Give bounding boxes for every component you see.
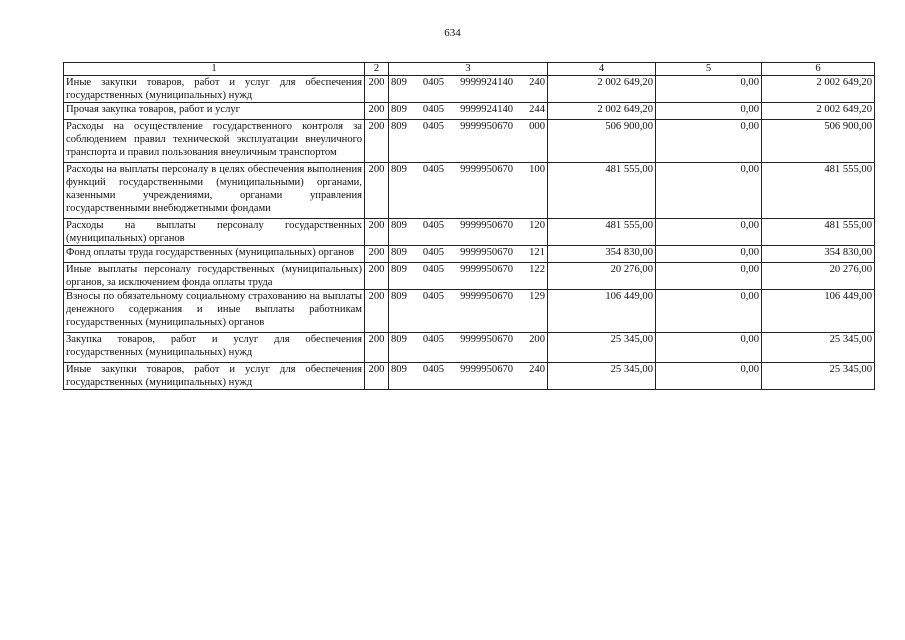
row-col-2: 200 bbox=[365, 363, 389, 390]
row-col-2: 200 bbox=[365, 263, 389, 290]
row-expense-type: 000 bbox=[529, 121, 545, 132]
row-col-2: 200 bbox=[365, 246, 389, 263]
row-col-5: 0,00 bbox=[656, 163, 762, 219]
row-col-4: 481 555,00 bbox=[548, 163, 656, 219]
row-classification bbox=[389, 120, 548, 163]
row-name: Расходы на выплаты персоналу в целях обеспечения выполнения функций государственными (муниципальными) органами, казенными учреждениями, органами управления государственными внебюджетными фондами bbox=[64, 163, 365, 219]
table-row bbox=[64, 263, 875, 290]
row-col-5: 0,00 bbox=[656, 263, 762, 290]
row-subsection: 0405 bbox=[422, 164, 445, 175]
row-target: 9999950670 bbox=[460, 164, 514, 175]
row-name: Закупка товаров, работ и услуг для обеспечения государственных (муниципальных) нужд bbox=[64, 333, 365, 363]
row-section: 809 bbox=[391, 121, 407, 132]
table-row bbox=[64, 246, 875, 263]
row-classification bbox=[389, 76, 548, 103]
table-header bbox=[64, 63, 875, 76]
row-col-4: 481 555,00 bbox=[548, 219, 656, 246]
row-col-6: 481 555,00 bbox=[762, 219, 875, 246]
row-col-6: 2 002 649,20 bbox=[762, 76, 875, 103]
row-col-5: 0,00 bbox=[656, 76, 762, 103]
row-col-5: 0,00 bbox=[656, 363, 762, 390]
row-col-2: 200 bbox=[365, 290, 389, 333]
row-target: 9999950670 bbox=[460, 291, 514, 302]
row-expense-type: 122 bbox=[529, 264, 545, 275]
header-row bbox=[64, 63, 875, 76]
header-col-1: 1 bbox=[64, 63, 365, 76]
row-target: 9999950670 bbox=[460, 264, 514, 275]
row-col-5: 0,00 bbox=[656, 290, 762, 333]
table-row bbox=[64, 120, 875, 163]
row-section: 809 bbox=[391, 77, 407, 88]
row-col-4: 25 345,00 bbox=[548, 363, 656, 390]
row-section: 809 bbox=[391, 247, 407, 258]
row-subsection: 0405 bbox=[422, 264, 445, 275]
row-classification bbox=[389, 263, 548, 290]
row-col-5: 0,00 bbox=[656, 219, 762, 246]
row-col-2: 200 bbox=[365, 219, 389, 246]
row-classification bbox=[389, 219, 548, 246]
row-col-6: 25 345,00 bbox=[762, 333, 875, 363]
row-subsection: 0405 bbox=[422, 104, 445, 115]
row-subsection: 0405 bbox=[422, 291, 445, 302]
table-row bbox=[64, 363, 875, 390]
row-expense-type: 129 bbox=[529, 291, 545, 302]
row-target: 9999950670 bbox=[460, 334, 514, 345]
row-col-4: 25 345,00 bbox=[548, 333, 656, 363]
header-col-5: 5 bbox=[656, 63, 762, 76]
row-col-2: 200 bbox=[365, 103, 389, 120]
row-name: Расходы на выплаты персоналу государственных (муниципальных) органов bbox=[64, 219, 365, 246]
row-name: Взносы по обязательному социальному страхованию на выплаты денежного содержания и иные выплаты работникам государственных (муниципальных) органов bbox=[64, 290, 365, 333]
row-col-6: 506 900,00 bbox=[762, 120, 875, 163]
header-col-2: 2 bbox=[365, 63, 389, 76]
row-target: 9999950670 bbox=[460, 247, 514, 258]
row-subsection: 0405 bbox=[422, 364, 445, 375]
row-expense-type: 120 bbox=[529, 220, 545, 231]
row-name: Фонд оплаты труда государственных (муниципальных) органов bbox=[64, 246, 365, 263]
row-col-6: 106 449,00 bbox=[762, 290, 875, 333]
row-col-5: 0,00 bbox=[656, 333, 762, 363]
row-target: 9999950670 bbox=[460, 121, 514, 132]
row-col-4: 506 900,00 bbox=[548, 120, 656, 163]
table-body bbox=[64, 76, 875, 390]
row-name: Иные выплаты персоналу государственных (муниципальных) органов, за исключением фонда оплаты труда bbox=[64, 263, 365, 290]
row-col-5: 0,00 bbox=[656, 103, 762, 120]
row-col-6: 25 345,00 bbox=[762, 363, 875, 390]
row-col-6: 481 555,00 bbox=[762, 163, 875, 219]
row-expense-type: 240 bbox=[529, 364, 545, 375]
row-subsection: 0405 bbox=[422, 247, 445, 258]
row-expense-type: 244 bbox=[529, 104, 545, 115]
header-col-6: 6 bbox=[762, 63, 875, 76]
row-col-5: 0,00 bbox=[656, 246, 762, 263]
row-section: 809 bbox=[391, 334, 407, 345]
header-col-4: 4 bbox=[548, 63, 656, 76]
row-subsection: 0405 bbox=[422, 77, 445, 88]
row-section: 809 bbox=[391, 264, 407, 275]
row-col-2: 200 bbox=[365, 333, 389, 363]
row-classification bbox=[389, 163, 548, 219]
row-expense-type: 240 bbox=[529, 77, 545, 88]
row-section: 809 bbox=[391, 291, 407, 302]
row-expense-type: 200 bbox=[529, 334, 545, 345]
row-col-6: 2 002 649,20 bbox=[762, 103, 875, 120]
row-name: Расходы на осуществление государственного контроля за соблюдением правил технической эксплуатации внеуличного транспорта и правил пользования внеуличным транспортом bbox=[64, 120, 365, 163]
row-col-4: 20 276,00 bbox=[548, 263, 656, 290]
table-row bbox=[64, 290, 875, 333]
row-subsection: 0405 bbox=[422, 121, 445, 132]
row-expense-type: 121 bbox=[529, 247, 545, 258]
table-row bbox=[64, 76, 875, 103]
table-row bbox=[64, 333, 875, 363]
row-col-4: 354 830,00 bbox=[548, 246, 656, 263]
table-row bbox=[64, 219, 875, 246]
row-expense-type: 100 bbox=[529, 164, 545, 175]
row-col-6: 354 830,00 bbox=[762, 246, 875, 263]
row-col-5: 0,00 bbox=[656, 120, 762, 163]
table-row bbox=[64, 103, 875, 120]
row-classification bbox=[389, 363, 548, 390]
row-subsection: 0405 bbox=[422, 334, 445, 345]
page-number: 634 bbox=[444, 27, 461, 39]
row-col-4: 2 002 649,20 bbox=[548, 103, 656, 120]
row-col-2: 200 bbox=[365, 120, 389, 163]
row-section: 809 bbox=[391, 220, 407, 231]
row-section: 809 bbox=[391, 164, 407, 175]
row-name: Прочая закупка товаров, работ и услуг bbox=[64, 103, 365, 120]
row-classification bbox=[389, 333, 548, 363]
row-target: 9999924140 bbox=[460, 77, 514, 88]
row-section: 809 bbox=[391, 104, 407, 115]
row-classification bbox=[389, 103, 548, 120]
row-col-2: 200 bbox=[365, 76, 389, 103]
budget-table bbox=[63, 62, 875, 390]
header-col-3: 3 bbox=[389, 63, 548, 76]
row-target: 9999924140 bbox=[460, 104, 514, 115]
row-target: 9999950670 bbox=[460, 364, 514, 375]
row-name: Иные закупки товаров, работ и услуг для обеспечения государственных (муниципальных) нужд bbox=[64, 363, 365, 390]
table-row bbox=[64, 163, 875, 219]
row-subsection: 0405 bbox=[422, 220, 445, 231]
row-classification bbox=[389, 246, 548, 263]
row-col-4: 106 449,00 bbox=[548, 290, 656, 333]
row-section: 809 bbox=[391, 364, 407, 375]
row-col-2: 200 bbox=[365, 163, 389, 219]
row-col-6: 20 276,00 bbox=[762, 263, 875, 290]
row-name: Иные закупки товаров, работ и услуг для обеспечения государственных (муниципальных) нужд bbox=[64, 76, 365, 103]
row-col-4: 2 002 649,20 bbox=[548, 76, 656, 103]
row-classification bbox=[389, 290, 548, 333]
row-target: 9999950670 bbox=[460, 220, 514, 231]
